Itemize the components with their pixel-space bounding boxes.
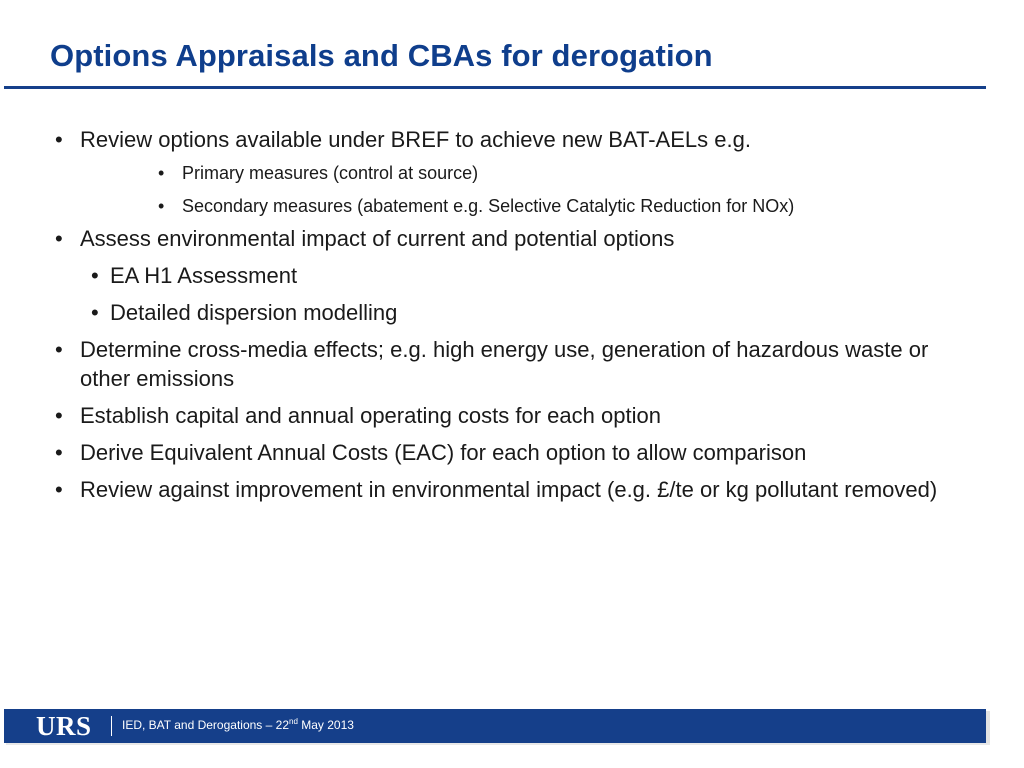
bullet-icon: • bbox=[158, 196, 165, 216]
sub-bullet-item bbox=[0, 162, 1024, 185]
bullet-text: Determine cross-media effects; e.g. high energy use, generation of hazardous waste or other emissions bbox=[80, 337, 929, 391]
bullet-icon: • bbox=[158, 163, 165, 183]
footer-caption-date: May 2013 bbox=[297, 718, 354, 732]
bullet-text: Derive Equivalent Annual Costs (EAC) for each option to allow comparison bbox=[80, 440, 807, 465]
bullet-text: Review options available under BREF to achieve new BAT-AELs e.g. bbox=[80, 127, 751, 152]
bullet-icon: • bbox=[55, 440, 63, 465]
bullet-text: Detailed dispersion modelling bbox=[110, 300, 398, 325]
bullet-icon: • bbox=[55, 226, 63, 251]
bullet-text: EA H1 Assessment bbox=[110, 263, 298, 288]
footer-shadow bbox=[6, 743, 990, 745]
bullet-item bbox=[0, 438, 1024, 467]
bullet-list bbox=[0, 125, 1024, 512]
bullet-text: Assess environmental impact of current and potential options bbox=[80, 226, 675, 251]
bullet-icon: • bbox=[91, 300, 99, 325]
bullet-item bbox=[0, 224, 1024, 253]
bullet-icon: • bbox=[55, 403, 63, 428]
bullet-icon: • bbox=[55, 477, 63, 502]
bullet-text: Review against improvement in environmental impact (e.g. £/te or kg pollutant removed) bbox=[80, 477, 938, 502]
sub-bullet-item bbox=[0, 298, 1024, 327]
bullet-text: Establish capital and annual operating costs for each option bbox=[80, 403, 661, 428]
bullet-item bbox=[0, 475, 1024, 504]
sub-bullet-item bbox=[0, 195, 1024, 218]
bullet-item bbox=[0, 401, 1024, 430]
bullet-item bbox=[0, 335, 1024, 393]
bullet-icon: • bbox=[55, 337, 63, 362]
footer-caption-main: IED, BAT and Derogations – 22 bbox=[122, 718, 289, 732]
footer-caption bbox=[122, 718, 354, 732]
sub-bullet-item bbox=[0, 261, 1024, 290]
urs-logo: URS bbox=[36, 711, 92, 741]
bullet-item bbox=[0, 125, 1024, 154]
slide-title: Options Appraisals and CBAs for derogation bbox=[50, 38, 713, 73]
footer-shadow bbox=[986, 711, 990, 745]
footer-bar bbox=[4, 709, 986, 743]
bullet-icon: • bbox=[91, 263, 99, 288]
bullet-icon: • bbox=[55, 127, 63, 152]
bullet-text: Secondary measures (abatement e.g. Selective Catalytic Reduction for NOx) bbox=[182, 196, 795, 216]
footer-caption-ordinal: nd bbox=[289, 717, 298, 726]
title-divider bbox=[4, 86, 986, 89]
bullet-text: Primary measures (control at source) bbox=[182, 163, 479, 183]
footer-divider bbox=[111, 716, 112, 736]
